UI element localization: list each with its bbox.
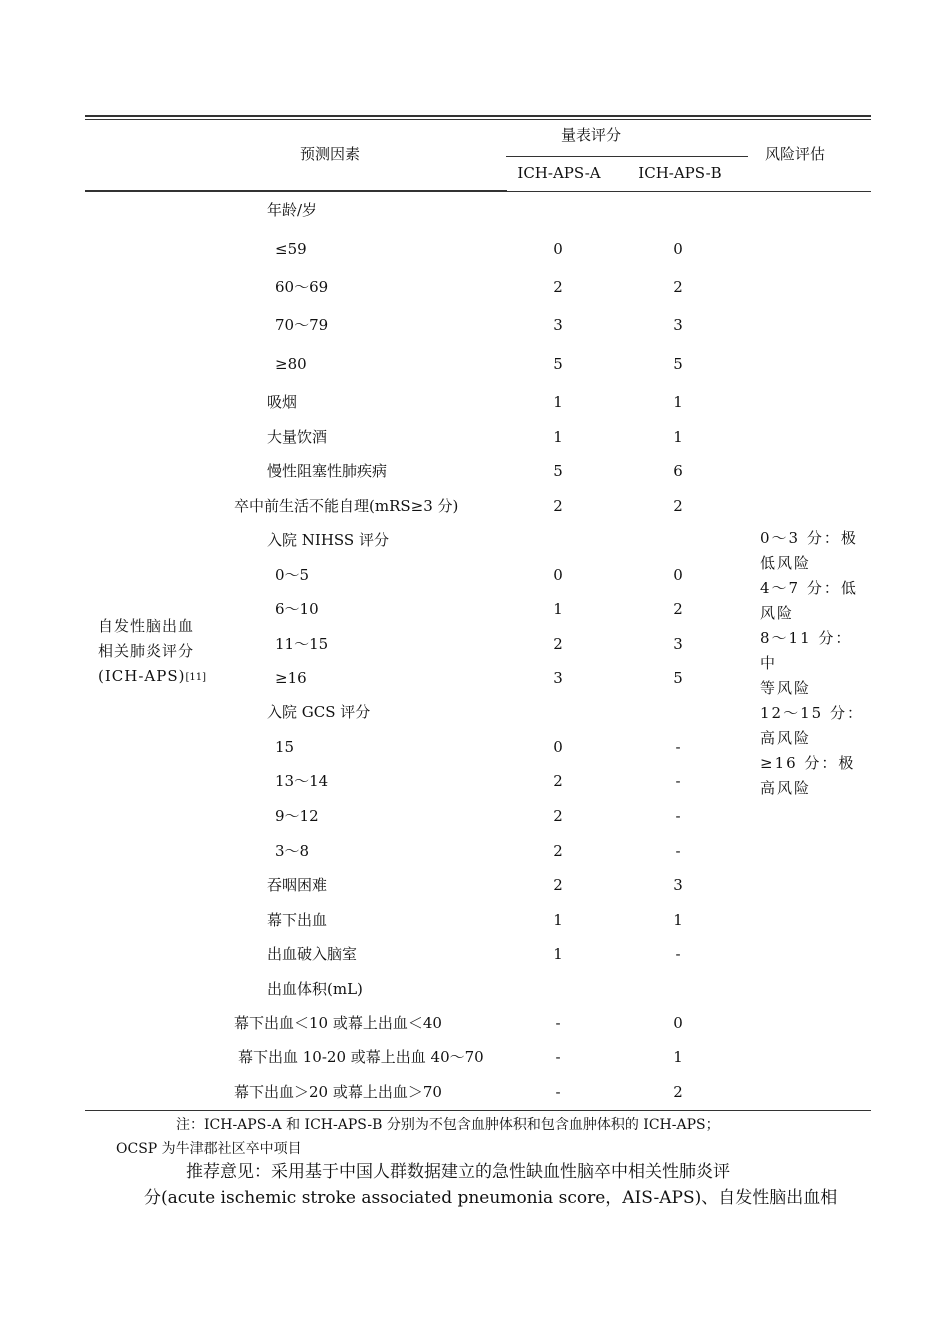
row-score-a: 1 [553, 911, 563, 929]
row-factor: 幕下出血 10-20 或幕上出血 40～70 [238, 1048, 484, 1066]
row-score-a: 2 [553, 842, 563, 860]
row-score-a: 2 [553, 807, 563, 825]
group-label-reference: [11] [185, 672, 206, 683]
row-factor: 60～69 [275, 278, 329, 296]
row-score-a: 0 [553, 240, 563, 258]
row-score-b: 3 [673, 876, 683, 894]
row-factor: 入院 NIHSS 评分 [267, 531, 389, 549]
row-score-b: - [675, 807, 681, 825]
risk-line: ≥16 分：极 [760, 754, 856, 772]
row-score-b: 2 [673, 497, 683, 515]
row-score-a: - [555, 1048, 561, 1066]
row-score-a: - [555, 1083, 561, 1101]
row-factor: ≥16 [275, 669, 307, 687]
row-factor: 出血破入脑室 [267, 945, 358, 963]
row-score-b: 0 [673, 240, 683, 258]
header-risk: 风险评估 [764, 145, 825, 163]
row-factor: ≥80 [275, 355, 307, 373]
row-score-a: 2 [553, 635, 563, 653]
row-score-a: 2 [553, 278, 563, 296]
row-score-b: 2 [673, 1083, 683, 1101]
group-label-abbr: (ICH-APS) [98, 667, 186, 685]
row-score-b: 1 [673, 428, 683, 446]
row-score-b: 1 [673, 1048, 683, 1066]
row-score-a: 5 [553, 462, 563, 480]
group-label-line1: 自发性脑出血 [98, 617, 195, 635]
row-factor: 幕下出血＜10 或幕上出血＜40 [234, 1014, 442, 1032]
row-factor: 3～8 [275, 842, 310, 860]
row-score-a: 1 [553, 945, 563, 963]
row-score-a: - [555, 1014, 561, 1032]
risk-line: 高风险 [760, 779, 812, 797]
row-score-b: - [675, 772, 681, 790]
row-score-a: 1 [553, 393, 563, 411]
row-score-b: - [675, 842, 681, 860]
row-score-a: 5 [553, 355, 563, 373]
table-note-line1: 注：ICH-APS-A 和 ICH-APS-B 分别为不包含血肿体积和包含血肿体积的 ICH-APS； [176, 1117, 720, 1133]
row-score-a: 0 [553, 566, 563, 584]
row-factor: 13～14 [275, 772, 329, 790]
row-score-a: 2 [553, 497, 563, 515]
row-score-a: 2 [553, 772, 563, 790]
header-scale: 量表评分 [560, 126, 621, 144]
header-col-a: ICH-APS-A [517, 164, 601, 182]
row-score-b: 5 [673, 355, 683, 373]
row-factor: 卒中前生活不能自理(mRS≥3 分) [234, 497, 459, 515]
row-factor: 大量饮酒 [267, 428, 328, 446]
row-score-a: 2 [553, 876, 563, 894]
row-score-b: - [675, 738, 681, 756]
row-factor: 幕下出血＞20 或幕上出血＞70 [234, 1083, 442, 1101]
recommendation-line2: 分(acute ischemic stroke associated pneumonia score，AIS-APS)、自发性脑出血相 [144, 1188, 838, 1208]
recommendation-line1: 推荐意见：采用基于中国人群数据建立的急性缺血性脑卒中相关性肺炎评 [186, 1162, 730, 1182]
row-factor: 幕下出血 [267, 911, 328, 929]
row-factor: 吸烟 [267, 393, 298, 411]
row-score-b: 0 [673, 566, 683, 584]
row-factor: 15 [275, 738, 295, 756]
row-factor: 入院 GCS 评分 [267, 703, 371, 721]
row-factor: 0～5 [275, 566, 310, 584]
row-score-b: 2 [673, 600, 683, 618]
header-factor: 预测因素 [299, 145, 360, 163]
risk-line: 0～3 分：极 [760, 529, 858, 547]
row-score-b: 2 [673, 278, 683, 296]
row-score-b: 0 [673, 1014, 683, 1032]
risk-line: 12～15 分： [760, 704, 864, 722]
risk-line: 8～11 分：中 [760, 629, 853, 672]
row-factor: 70～79 [275, 316, 329, 334]
row-score-a: 3 [553, 669, 563, 687]
row-factor: 6～10 [275, 600, 319, 618]
row-score-b: 3 [673, 316, 683, 334]
row-factor: 11～15 [275, 635, 329, 653]
row-factor: 9～12 [275, 807, 319, 825]
header-col-b: ICH-APS-B [638, 164, 722, 182]
group-label-line2: 相关肺炎评分 [98, 642, 195, 660]
row-score-a: 1 [553, 428, 563, 446]
risk-line: 低风险 [760, 554, 812, 572]
row-score-a: 0 [553, 738, 563, 756]
risk-line: 风险 [760, 604, 795, 622]
row-score-b: 3 [673, 635, 683, 653]
risk-line: 4～7 分：低 [760, 579, 858, 597]
row-factor: 吞咽困难 [267, 876, 328, 894]
row-factor: 出血体积(mL) [267, 980, 363, 998]
row-score-b: - [675, 945, 681, 963]
row-score-a: 3 [553, 316, 563, 334]
row-score-b: 5 [673, 669, 683, 687]
row-score-b: 6 [673, 462, 683, 480]
row-score-b: 1 [673, 393, 683, 411]
row-factor: ≤59 [275, 240, 307, 258]
risk-line: 高风险 [760, 729, 812, 747]
row-score-a: 1 [553, 600, 563, 618]
risk-line: 等风险 [760, 679, 812, 697]
row-factor: 年龄/岁 [267, 201, 318, 219]
table-note-line2: OCSP 为牛津郡社区卒中项目 [116, 1141, 302, 1157]
row-score-b: 1 [673, 911, 683, 929]
row-factor: 慢性阻塞性肺疾病 [267, 462, 388, 480]
